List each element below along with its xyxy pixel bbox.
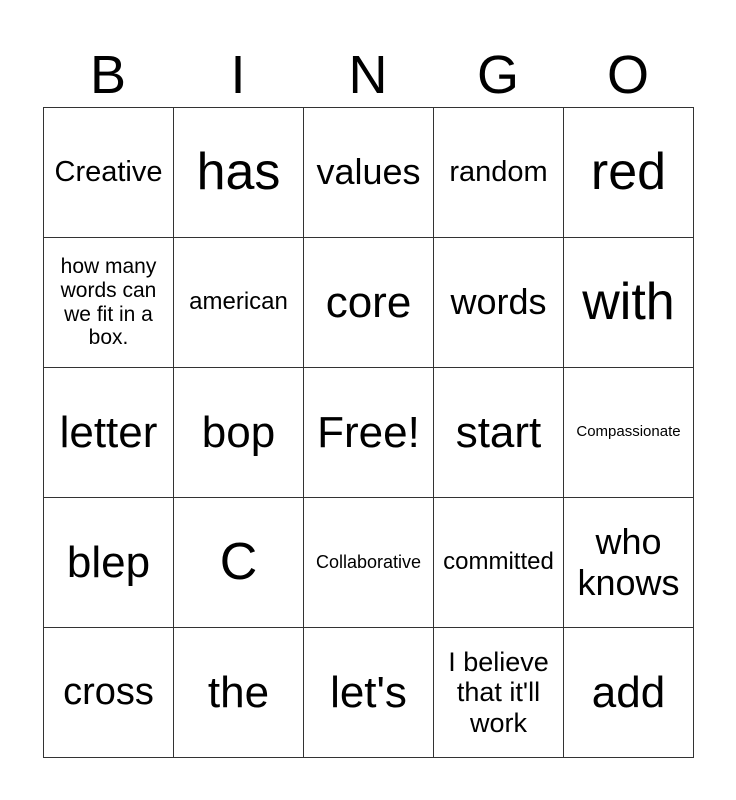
header-letter-o: O xyxy=(606,45,649,105)
bingo-cell[interactable]: american xyxy=(174,238,304,368)
bingo-cell[interactable]: Compassionate xyxy=(564,368,694,498)
board-row xyxy=(44,108,694,238)
bingo-cell[interactable]: letter xyxy=(44,368,174,498)
bingo-cell[interactable]: core xyxy=(304,238,434,368)
bingo-cell[interactable]: who knows xyxy=(564,498,694,628)
header-letter-i: I xyxy=(230,45,246,105)
board-row xyxy=(44,498,694,628)
bingo-cell[interactable]: blep xyxy=(44,498,174,628)
bingo-cell[interactable]: words xyxy=(434,238,564,368)
bingo-cell[interactable]: add xyxy=(564,628,694,758)
bingo-cell[interactable]: red xyxy=(564,108,694,238)
bingo-cell free-space[interactable]: Free! xyxy=(304,368,434,498)
bingo-cell[interactable]: committed xyxy=(434,498,564,628)
bingo-cell[interactable]: I believe that it'll work xyxy=(434,628,564,758)
bingo-cell[interactable]: Creative xyxy=(44,108,174,238)
bingo-header xyxy=(43,42,693,108)
bingo-cell[interactable]: how many words can we fit in a box. xyxy=(44,238,174,368)
bingo-cell[interactable]: cross xyxy=(44,628,174,758)
bingo-cell[interactable]: C xyxy=(174,498,304,628)
bingo-cell[interactable]: Collaborative xyxy=(304,498,434,628)
bingo-cell[interactable]: values xyxy=(304,108,434,238)
board-row xyxy=(44,238,694,368)
header-letter-n: N xyxy=(348,45,388,105)
bingo-board xyxy=(43,107,694,758)
board-row xyxy=(44,368,694,498)
bingo-cell[interactable]: with xyxy=(564,238,694,368)
bingo-cell[interactable]: bop xyxy=(174,368,304,498)
bingo-cell[interactable]: let's xyxy=(304,628,434,758)
bingo-cell[interactable]: the xyxy=(174,628,304,758)
board-row xyxy=(44,628,694,758)
bingo-cell[interactable]: start xyxy=(434,368,564,498)
bingo-cell[interactable]: has xyxy=(174,108,304,238)
header-letter-g: G xyxy=(476,45,519,105)
header-letter-b: B xyxy=(89,45,127,105)
bingo-cell[interactable]: random xyxy=(434,108,564,238)
